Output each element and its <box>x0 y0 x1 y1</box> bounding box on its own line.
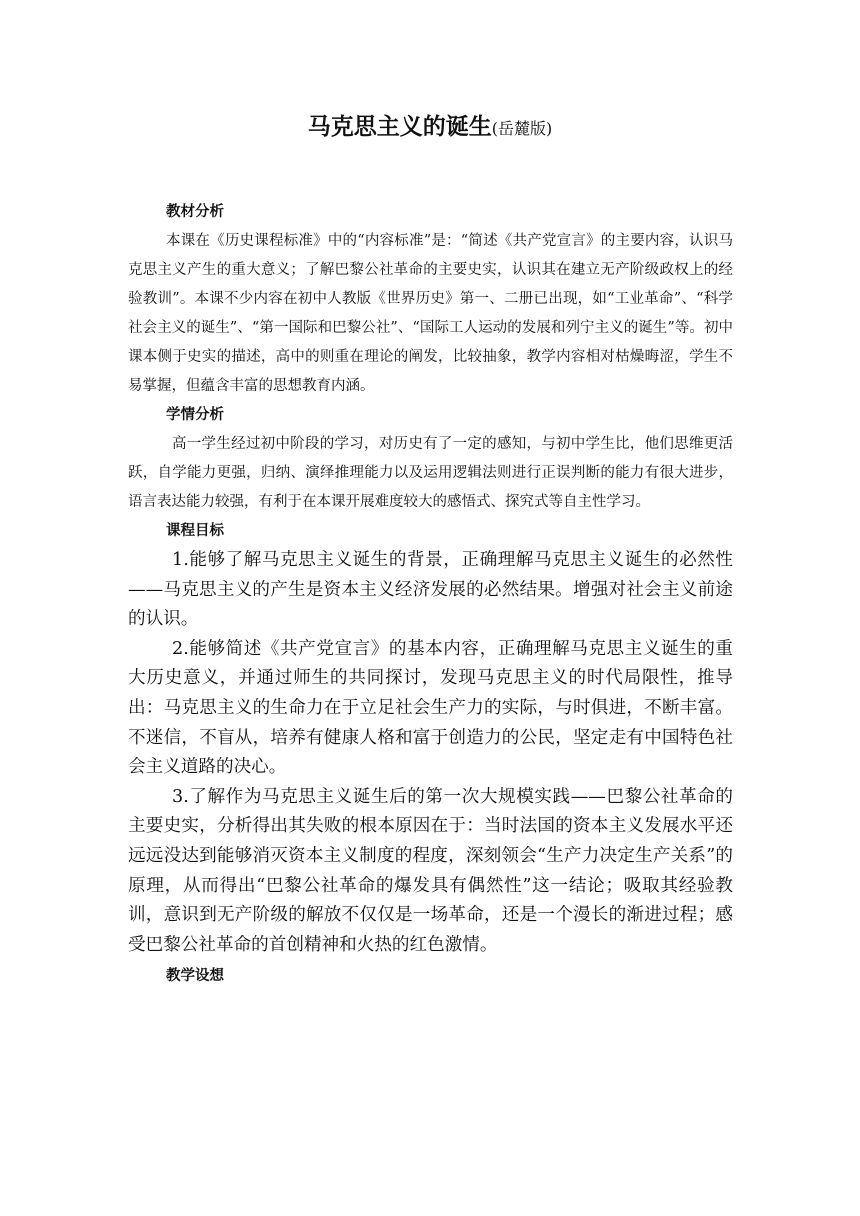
section-heading-teaching-ideas: 教学设想 <box>166 968 224 985</box>
title-suffix: (岳麓版) <box>491 119 553 138</box>
paragraph-objective-2: 2.能够简述《共产党宣言》的基本内容，正确理解马克思主义诞生的重大历史意义，并通过师生的共同探讨，发现马克思主义的时代局限性，推导出：马克思主义的生命力在于立足社会生产力的实际，与时俱进，不断丰富。不迷信，不盲从，培养有健康人格和富于创造力的公民，坚定走有中国特色社会主义道路的决心。 <box>128 638 733 778</box>
page-title <box>0 108 860 141</box>
paragraph-student-analysis: 高一学生经过初中阶段的学习，对历史有了一定的感知，与初中学生比，他们思维更活跃，自学能力更强，归纳、演绎推理能力以及运用逻辑法则进行正误判断的能力有很大进步，语言表达能力较强，有利于在本课开展难度较大的感悟式、探究式等自主性学习。 <box>128 436 733 510</box>
section-heading-course-objectives: 课程目标 <box>166 523 224 539</box>
document-body <box>128 198 733 991</box>
paragraph-textbook-analysis: 本课在《历史课程标准》中的“内容标准”是：“简述《共产党宣言》的主要内容，认识马克思主义产生的重大意义；了解巴黎公社革命的主要史实，认识其在建立无产阶级政权上的经验教训”。本课不少内容在初中人教版《世界历史》第一、二册已出现，如“工业革命”、“科学社会主义的诞生”、“第一国际和巴黎公社”、“国际工人运动的发展和列宁主义的诞生”等。初中课本侧于史实的描述，高中的则重在理论的阐发，比较抽象，教学内容相对枯燥晦涩，学生不易掌握，但蕴含丰富的思想教育内涵。 <box>128 233 733 394</box>
section-heading-student-analysis: 学情分析 <box>166 407 224 423</box>
section-heading-textbook-analysis: 教材分析 <box>166 204 224 220</box>
paragraph-objective-1: 1.能够了解马克思主义诞生的背景，正确理解马克思主义诞生的必然性——马克思主义的产生是资本主义经济发展的必然结果。增强对社会主义前途的认识。 <box>128 550 733 630</box>
title-main: 马克思主义的诞生 <box>307 114 492 140</box>
paragraph-objective-3: 3.了解作为马克思主义诞生后的第一次大规模实践——巴黎公社革命的主要史实，分析得出其失败的根本原因在于：当时法国的资本主义发展水平还远远没达到能够消灭资本主义制度的程度，深刻领会“生产力决定生产关系”的原理，从而得出“巴黎公社革命的爆发具有偶然性”这一结论；吸取其经验教训，意识到无产阶级的解放不仅仅是一场革命，还是一个漫长的渐进过程；感受巴黎公社革命的首创精神和火热的红色激情。 <box>128 786 733 955</box>
